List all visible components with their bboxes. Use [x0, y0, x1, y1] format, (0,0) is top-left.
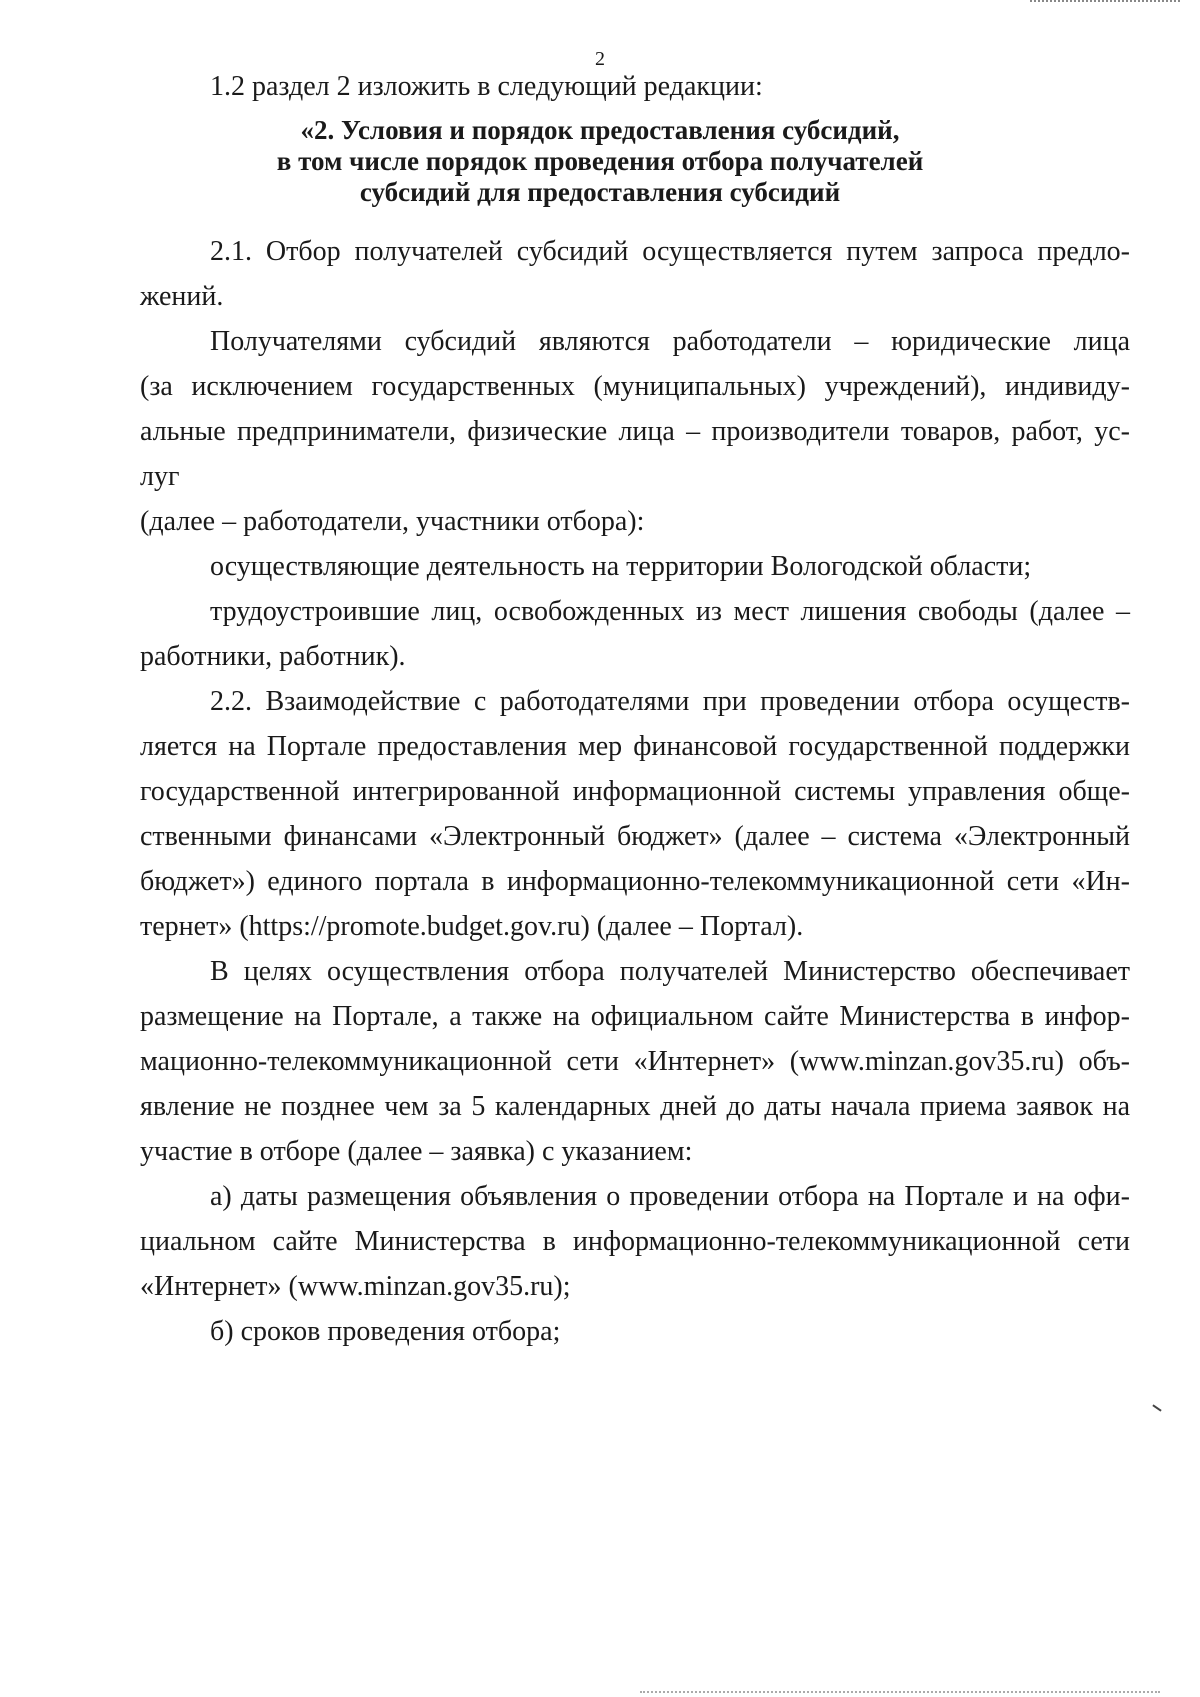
paragraph-line: явление не позднее чем за 5 календарных дней до даты начала приема заявок на	[140, 1091, 1130, 1122]
paragraph-line: ственными финансами «Электронный бюджет» (далее – система «Электронный	[140, 821, 1130, 852]
section-heading-line-3: субсидий для предоставления субсидий	[359, 177, 841, 207]
paragraph-line: (за исключением государственных (муниципальных) учреждений), индивиду-	[140, 371, 1130, 402]
list-item-line: циальном сайте Министерства в информационно-телекоммуникационной сети	[140, 1226, 1130, 1257]
section-heading-line-2: в том числе порядок проведения отбора получателей	[276, 146, 924, 176]
page-number: 2	[595, 48, 605, 70]
paragraph-line: трудоустроившие лиц, освобожденных из мест лишения свободы (далее –	[210, 596, 1130, 627]
paragraph-line: луг	[140, 461, 180, 492]
scan-mark-top	[1030, 0, 1180, 8]
list-item-line: а) даты размещения объявления о проведении отбора на Портале и на офи-	[210, 1181, 1130, 1212]
paragraph-line: (далее – работодатели, участники отбора):	[140, 506, 645, 537]
scan-mark-bottom	[640, 1687, 1160, 1693]
paragraph-line: размещение на Портале, а также на официальном сайте Министерства в инфор-	[140, 1001, 1130, 1032]
paragraph-line: ляется на Портале предоставления мер финансовой государственной поддержки	[140, 731, 1130, 762]
paragraph-line: 2.2. Взаимодействие с работодателями при проведении отбора осуществ-	[210, 686, 1130, 717]
list-item-line: «Интернет» (www.minzan.gov35.ru);	[140, 1271, 571, 1302]
scan-mark-side	[1152, 1404, 1161, 1411]
paragraph-line: тернет» (https://promote.budget.gov.ru) (далее – Портал).	[140, 911, 804, 942]
paragraph-line: мационно-телекоммуникационной сети «Интернет» (www.minzan.gov35.ru) объ-	[140, 1046, 1130, 1077]
intro-line: 1.2 раздел 2 изложить в следующий редакции:	[210, 71, 763, 102]
section-heading-line-1: «2. Условия и порядок предоставления субсидий,	[300, 115, 900, 145]
paragraph-line: Получателями субсидий являются работодатели – юридические лица	[210, 326, 1130, 357]
paragraph-line: бюджет») единого портала в информационно-телекоммуникационной сети «Ин-	[140, 866, 1130, 897]
paragraph-line: осуществляющие деятельность на территории Вологодской области;	[210, 551, 1032, 582]
paragraph-line: В целях осуществления отбора получателей Министерство обеспечивает	[210, 956, 1130, 987]
paragraph-line: жений.	[140, 281, 224, 312]
paragraph-line: государственной интегрированной информационной системы управления обще-	[140, 776, 1130, 807]
paragraph-line: работники, работник).	[140, 641, 406, 672]
list-item-line: б) сроков проведения отбора;	[210, 1316, 561, 1347]
paragraph-line: 2.1. Отбор получателей субсидий осуществляется путем запроса предло-	[210, 236, 1130, 267]
paragraph-line: участие в отборе (далее – заявка) с указанием:	[140, 1136, 693, 1167]
paragraph-line: альные предприниматели, физические лица – производители товаров, работ, ус-	[140, 416, 1130, 447]
